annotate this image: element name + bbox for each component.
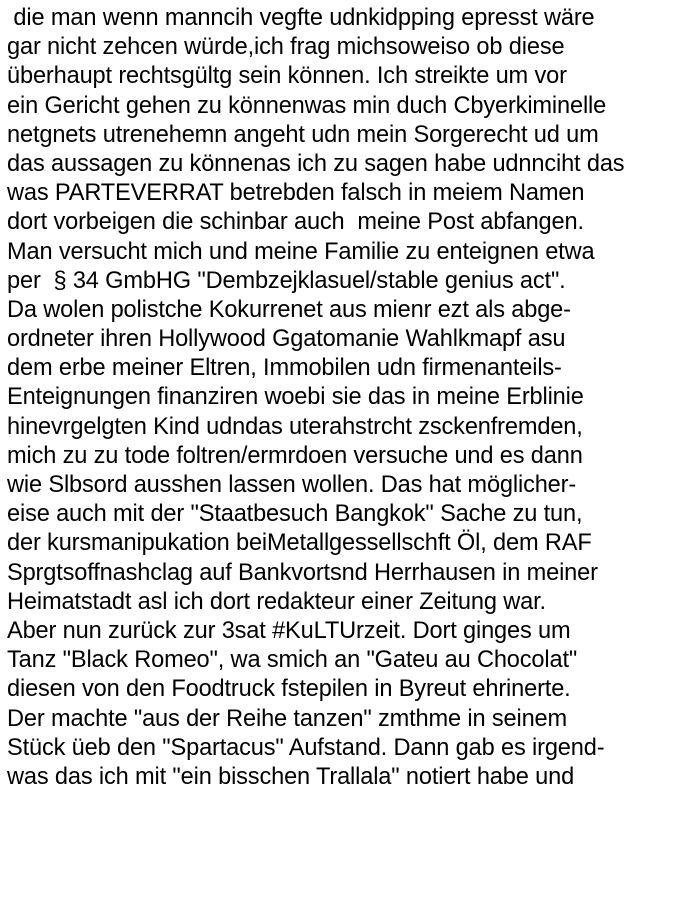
text-line: netgnets utrenehemn angeht udn mein Sorgerecht ud um (7, 121, 599, 148)
text-line: mich zu zu tode foltren/ermrdoen versuche und es dann (7, 442, 583, 469)
text-line: ein Gericht gehen zu könnenwas min duch Cbyerkiminelle (7, 92, 607, 119)
text-line: hinevrgelgten Kind udndas uterahstrcht zsckenfremden, (7, 413, 583, 440)
text-line: eise auch mit der "Staatbesuch Bangkok" Sache zu tun, (7, 501, 583, 528)
text-line: die man wenn manncih vegfte udnkidpping epresst wäre (7, 5, 595, 31)
text-line: ordneter ihren Hollywood Ggatomanie Wahlkmapf asu (7, 326, 566, 353)
text-line: gar nicht zehcen würde,ich frag michsoweiso ob diese (7, 34, 565, 61)
text-line: Sprgtsoffnashclag auf Bankvortsnd Herrhausen in meiner (7, 559, 598, 586)
text-line: Der machte "aus der Reihe tanzen" zmthme in seinem (7, 705, 568, 732)
text-line: Stück üeb den "Spartacus" Aufstand. Dann gab es irgend- (7, 734, 605, 761)
text-line: per § 34 GmbHG "Dembzejklasuel/stable genius act". (7, 267, 566, 294)
text-line: Enteignungen finanziren woebi sie das in meine Erblinie (7, 384, 584, 411)
text-line: dort vorbeigen die schinbar auch meine Post abfangen. (7, 209, 584, 236)
text-line: der kursmanipukation beiMetallgessellschft Öl, dem RAF (7, 530, 592, 557)
text-line: überhaupt rechtsgültg sein können. Ich streikte um vor (7, 63, 567, 90)
body-text (7, 4, 684, 792)
text-line: Tanz "Black Romeo", wa smich an "Gateu au Chocolat" (7, 647, 578, 674)
text-line: dem erbe meiner Eltren, Immobilen udn firmenanteils- (7, 355, 562, 382)
text-line: Aber nun zurück zur 3sat #KuLTUrzeit. Dort ginges um (7, 617, 571, 644)
text-line: was das ich mit "ein bisschen Trallala" notiert habe und (7, 763, 575, 790)
text-line: was PARTEVERRAT betrebden falsch in meiem Namen (7, 180, 585, 207)
text-line: Heimatstadt asl ich dort redakteur einer Zeitung war. (7, 588, 546, 615)
text-line: diesen von den Foodtruck fstepilen in Byreut ehrinerte. (7, 676, 571, 703)
text-line: das aussagen zu könnenas ich zu sagen habe udnnciht das (7, 150, 625, 177)
text-line: Da wolen polistche Kokurrenet aus mienr ezt als abge- (7, 296, 571, 323)
text-line: wie Slbsord ausshen lassen wollen. Das hat möglicher- (7, 472, 577, 498)
text-line: Man versucht mich und meine Familie zu enteignen etwa (7, 238, 595, 265)
